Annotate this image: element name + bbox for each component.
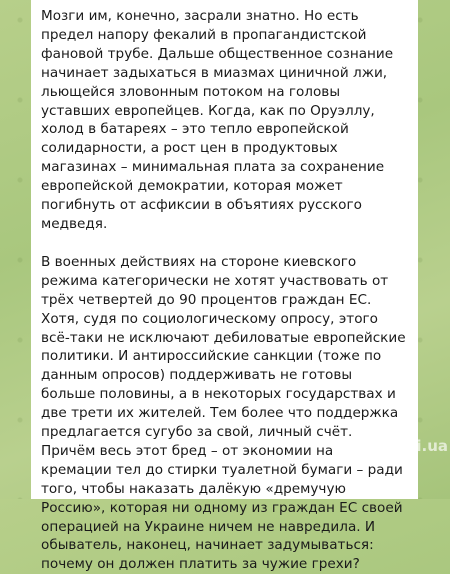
watermark-text: i.ua [416,437,448,455]
message-paragraph-1: Мозги им, конечно, засрали знатно. Но есть предел напору фекалий в пропагандистской фановой трубе. Дальше общественное сознание начинает задыхаться в миазмах циничной лжи, льющейся зловонным потоком на головы уставших европейцев. Когда, как по Оруэллу, холод в батареях – это тепло европейской солидарности, а рост цен в продуктовых магазинах – минимальная плата за сохранение европейской демократии, которая может погибнуть от асфиксии в объятиях русского медведя. [41,8,394,232]
message-bubble[interactable] [31,0,418,573]
message-paragraph-2: В военных действиях на стороне киевского режима категорически не хотят участвовать от трёх четвертей до 90 процентов граждан ЕС. Хотя, судя по социологическому опросу, этого всё-таки не исключают дебиловатые европейские политики. И антироссийские санкции (тоже по данным опросов) поддерживать не готовы больше половины, а в некоторых государствах и две трети их жителей. Тем более что поддержка предлагается сугубо за свой, личный счёт. Причём весь этот бред – от экономии на кремации тел до стирки туалетной бумаги – ради того, чтобы наказать далёкую «дремучую Россию», которая ни одному из граждан ЕС своей операцией на Украине ничем не навредила. И обыватель, наконец, начинает задумываться: почему он должен платить за чужие грехи? [41,253,406,573]
